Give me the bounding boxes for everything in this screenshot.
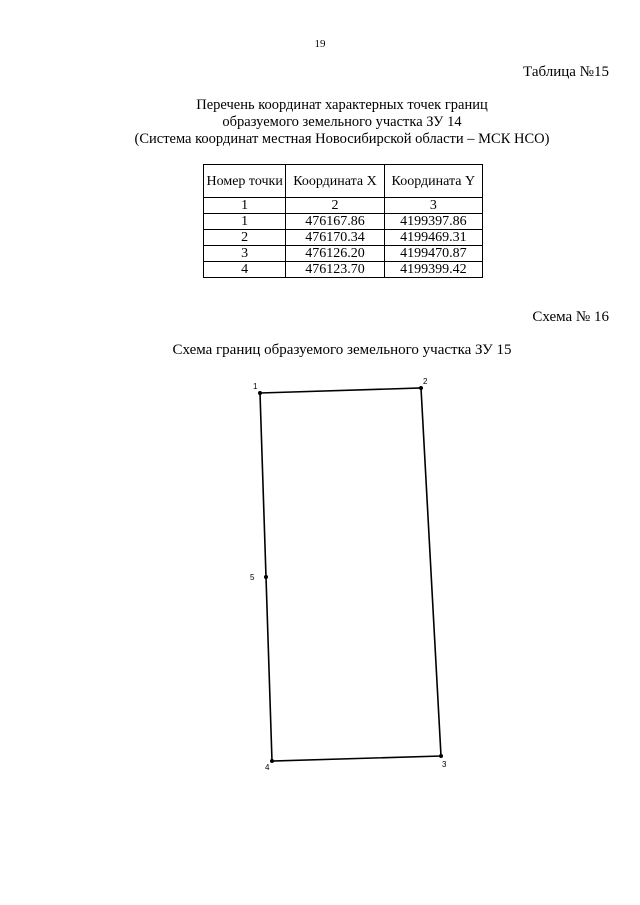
boundary-point-4 <box>270 759 274 763</box>
column-number-cell: 2 <box>286 198 384 214</box>
scheme-title: Схема границ образуемого земельного участка ЗУ 15 <box>172 342 512 358</box>
boundary-point-5 <box>264 575 268 579</box>
point-label-1: 1 <box>253 382 258 391</box>
boundary-point-3 <box>439 754 443 758</box>
point-number-cell: 4 <box>204 262 286 278</box>
title-line-3: (Система координат местная Новосибирской области – МСК НСО) <box>134 131 550 147</box>
point-label-3: 3 <box>442 760 447 769</box>
coordinate-x-cell: 476123.70 <box>286 262 384 278</box>
boundary-point-1 <box>258 391 262 395</box>
point-number-cell: 3 <box>204 246 286 262</box>
coordinate-x-cell: 476170.34 <box>286 230 384 246</box>
table-number: Таблица №15 <box>523 64 609 80</box>
point-number-cell: 2 <box>204 230 286 246</box>
coordinate-y-cell: 4199399.42 <box>384 262 482 278</box>
coordinate-x-cell: 476126.20 <box>286 246 384 262</box>
scheme-number: Схема № 16 <box>532 309 609 325</box>
header-coordinate-y: Координата Y <box>384 165 482 198</box>
coordinate-y-cell: 4199469.31 <box>384 230 482 246</box>
header-point-number: Номер точки <box>204 165 286 198</box>
header-coordinate-x: Координата X <box>286 165 384 198</box>
title-line-2: образуемого земельного участка ЗУ 14 <box>222 114 462 130</box>
boundary-point-2 <box>419 386 423 390</box>
column-number-cell: 1 <box>204 198 286 214</box>
title-line-1: Перечень координат характерных точек границ <box>196 97 488 113</box>
point-label-5: 5 <box>250 573 255 582</box>
coordinate-x-cell: 476167.86 <box>286 214 384 230</box>
point-label-2: 2 <box>423 377 428 386</box>
page-number: 19 <box>314 38 326 50</box>
coordinate-y-cell: 4199397.86 <box>384 214 482 230</box>
point-number-cell: 1 <box>204 214 286 230</box>
point-label-4: 4 <box>265 763 270 772</box>
column-number-cell: 3 <box>384 198 482 214</box>
plot-boundary <box>260 388 441 761</box>
coordinate-y-cell: 4199470.87 <box>384 246 482 262</box>
